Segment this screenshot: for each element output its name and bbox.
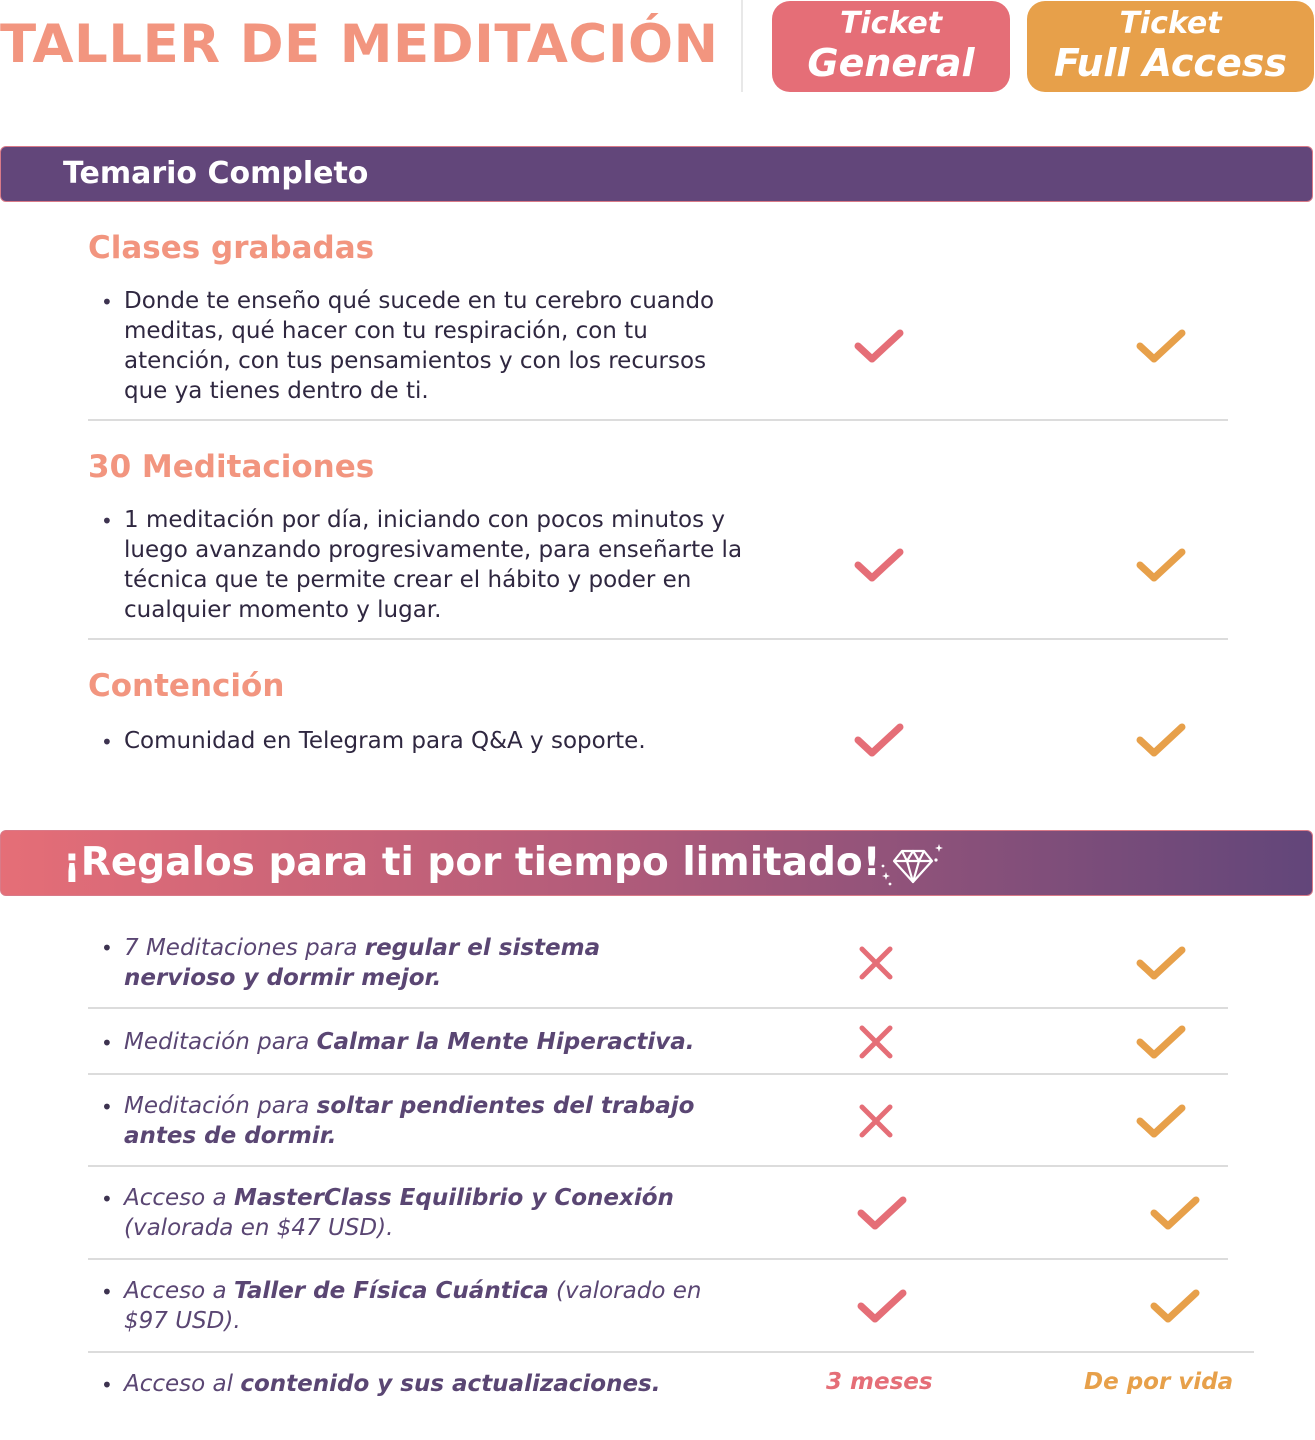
section-heading-clases: Clases grabadas xyxy=(88,230,375,266)
gift-text-post: (valorado en $97 USD). xyxy=(124,1278,702,1334)
gift-text-bold: Calmar la Mente Hiperactiva. xyxy=(316,1029,695,1055)
check-icon-full xyxy=(1135,943,1187,983)
ticket-full-access-button[interactable] xyxy=(1027,1,1314,92)
bullet-dot: • xyxy=(101,730,113,754)
check-icon-full xyxy=(1135,1022,1187,1062)
check-icon-full xyxy=(1135,720,1187,760)
gift-text-pre: Acceso a xyxy=(124,1278,234,1304)
temario-banner: Temario Completo xyxy=(0,146,1313,202)
gift-text-pre: Acceso al xyxy=(124,1371,241,1397)
gift-text-pre: 7 Meditaciones para xyxy=(124,935,365,961)
gift-text-bold: soltar pendientes del trabajo antes de dormir. xyxy=(124,1093,695,1149)
cross-icon-general xyxy=(856,943,896,983)
gift-item-acceso-contenido xyxy=(124,1369,784,1399)
gift-text-bold: contenido y sus actualizaciones. xyxy=(240,1371,661,1397)
check-icon-full xyxy=(1135,1101,1187,1141)
check-icon-general xyxy=(856,1193,908,1233)
check-icon-full xyxy=(1149,1193,1201,1233)
ticket-general-label-top: Ticket xyxy=(839,6,943,41)
section-heading-contencion: Contención xyxy=(88,668,285,704)
ticket-full-label-top: Ticket xyxy=(1119,6,1222,41)
gift-text-bold: regular el sistema nervioso y dormir mejor. xyxy=(124,935,601,991)
page-title: TALLER DE MEDITACIÓN xyxy=(0,14,719,75)
bullet-dot: • xyxy=(101,936,113,960)
regalos-banner: ¡Regalos para ti por tiempo limitado! xyxy=(0,830,1313,896)
access-period-full: De por vida xyxy=(1084,1369,1234,1395)
divider xyxy=(88,1351,1254,1353)
check-icon-full xyxy=(1149,1286,1201,1326)
gift-item-fisica-cuantica xyxy=(124,1276,724,1336)
cross-icon-general xyxy=(856,1101,896,1141)
gift-item-meditaciones-sistema xyxy=(124,933,664,993)
ticket-general-button[interactable] xyxy=(772,1,1010,92)
bullet-dot: • xyxy=(101,1280,113,1304)
ticket-general-label: General xyxy=(807,41,975,85)
divider xyxy=(88,1258,1228,1260)
cross-icon-general xyxy=(856,1022,896,1062)
divider xyxy=(88,638,1228,640)
bullet-dot: • xyxy=(101,1031,113,1055)
check-icon-general xyxy=(853,545,905,585)
access-period-general: 3 meses xyxy=(826,1369,933,1395)
gift-text-pre: Meditación para xyxy=(124,1029,317,1055)
gift-text-pre: Acceso a xyxy=(124,1185,234,1211)
gift-text-bold: MasterClass Equilibrio y Conexión xyxy=(233,1185,674,1211)
bullet-dot: • xyxy=(101,1187,113,1211)
section-bullet-meditaciones: 1 meditación por día, iniciando con pocos minutos y luego avanzando progresivamente, para enseñarte la técnica que te permite crear el hábito y poder en cualquier momento y lugar. xyxy=(124,507,743,623)
gift-item-mente-hiperactiva xyxy=(124,1027,784,1057)
gift-text-pre: Meditación para xyxy=(124,1093,317,1119)
check-icon-general xyxy=(853,326,905,366)
divider xyxy=(88,1073,1228,1075)
bullet-dot: • xyxy=(101,1373,113,1397)
check-icon-full xyxy=(1135,545,1187,585)
bullet-dot: • xyxy=(101,1095,113,1119)
ticket-full-label: Full Access xyxy=(1054,41,1287,85)
check-icon-full xyxy=(1135,326,1187,366)
gift-item-masterclass xyxy=(124,1183,724,1243)
check-icon-general xyxy=(853,720,905,760)
section-heading-meditaciones: 30 Meditaciones xyxy=(88,449,375,485)
divider xyxy=(88,1165,1228,1167)
header-divider xyxy=(741,0,743,92)
divider xyxy=(88,1007,1228,1009)
bullet-dot: • xyxy=(101,509,113,533)
diamond-icon xyxy=(880,842,946,888)
bullet-dot: • xyxy=(101,290,113,314)
gift-text-bold: Taller de Física Cuántica xyxy=(233,1278,549,1304)
section-bullet-contencion: Comunidad en Telegram para Q&A y soporte. xyxy=(124,728,646,754)
section-bullet-clases: Donde te enseño qué sucede en tu cerebro cuando meditas, qué hacer con tu respiración, con tu atención, con tus pensamientos y con los recursos que ya tienes dentro de ti. xyxy=(124,288,715,404)
gift-text-post: (valorada en $47 USD). xyxy=(124,1215,394,1241)
divider xyxy=(88,419,1228,421)
check-icon-general xyxy=(856,1286,908,1326)
gift-item-soltar-pendientes xyxy=(124,1091,744,1151)
